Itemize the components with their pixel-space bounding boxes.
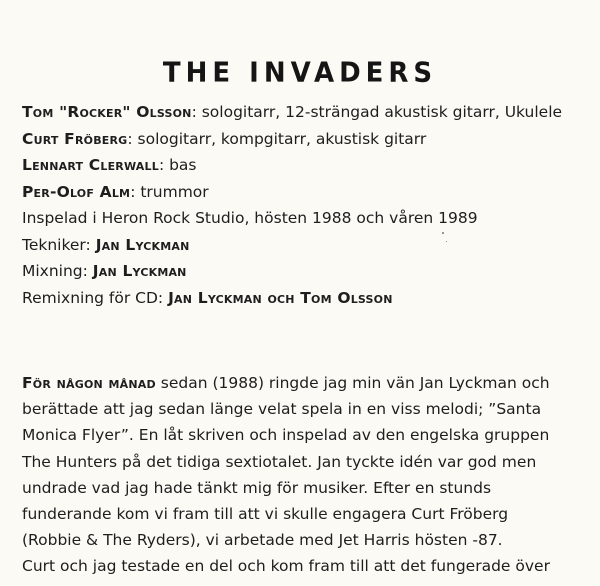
mixing-label: Mixning: (22, 262, 93, 280)
prose-line: The Hunters på det tidiga sextiotalet. Jan tyckte idén var god men (22, 452, 537, 471)
prose-line: Monica Flyer”. En låt skriven och inspelad av den engelska gruppen (22, 426, 550, 445)
prose-line: Curt och jag testade en del och kom fram till att det fungerade över (22, 557, 550, 576)
remix-names: Jan Lyckman och Tom Olsson (168, 288, 393, 307)
band-title: THE INVADERS (162, 57, 438, 89)
musician-name: Curt Fröberg (22, 129, 128, 148)
musician-role: : sologitarr, 12-strängad akustisk gitarr, Ukulele (191, 103, 563, 121)
prose-line: (Robbie & The Ryders), vi arbetade med Jet Harris hösten -87. (22, 531, 503, 550)
prose-first-rest: sedan (1988) ringde jag min vän Jan Lyckman och (155, 374, 550, 392)
prose-line (22, 370, 592, 396)
engineer-label: Tekniker: (22, 235, 96, 254)
remix-label: Remixning för CD: (22, 288, 169, 307)
credit-line (22, 152, 592, 179)
engineer-line (22, 232, 592, 259)
credit-line (22, 126, 592, 153)
print-speck (442, 232, 444, 234)
recording-info: Inspelad i Heron Rock Studio, hösten 1988 och våren 1989 (22, 209, 478, 227)
prose-lead: För någon månad (22, 374, 156, 392)
musician-role: : sologitarr, kompgitarr, akustisk gitarr (127, 129, 427, 148)
engineer-name: Jan Lyckman (95, 235, 190, 254)
print-speck (446, 241, 447, 242)
mixing-line (22, 258, 592, 285)
prose-line: berättade att jag sedan länge velat spela in en viss melodi; ”Santa (22, 400, 542, 419)
prose-line: undrade vad jag hade tänkt mig för musiker. Efter en stunds (22, 478, 492, 497)
musician-name: Tom "Rocker" Olsson (22, 103, 192, 121)
remix-line (22, 285, 592, 312)
credit-line (22, 99, 592, 126)
credits-list (22, 99, 592, 311)
musician-name: Per-Olof Alm (22, 182, 131, 201)
credit-line (22, 179, 592, 206)
musician-role: : bas (158, 156, 197, 174)
musician-role: : trummor (130, 182, 209, 201)
musician-name: Lennart Clerwall (22, 156, 159, 174)
mixing-name: Jan Lyckman (92, 262, 187, 280)
prose-line: funderande kom vi fram till att vi skulle engagera Curt Fröberg (22, 504, 509, 523)
liner-notes-text (22, 370, 592, 580)
